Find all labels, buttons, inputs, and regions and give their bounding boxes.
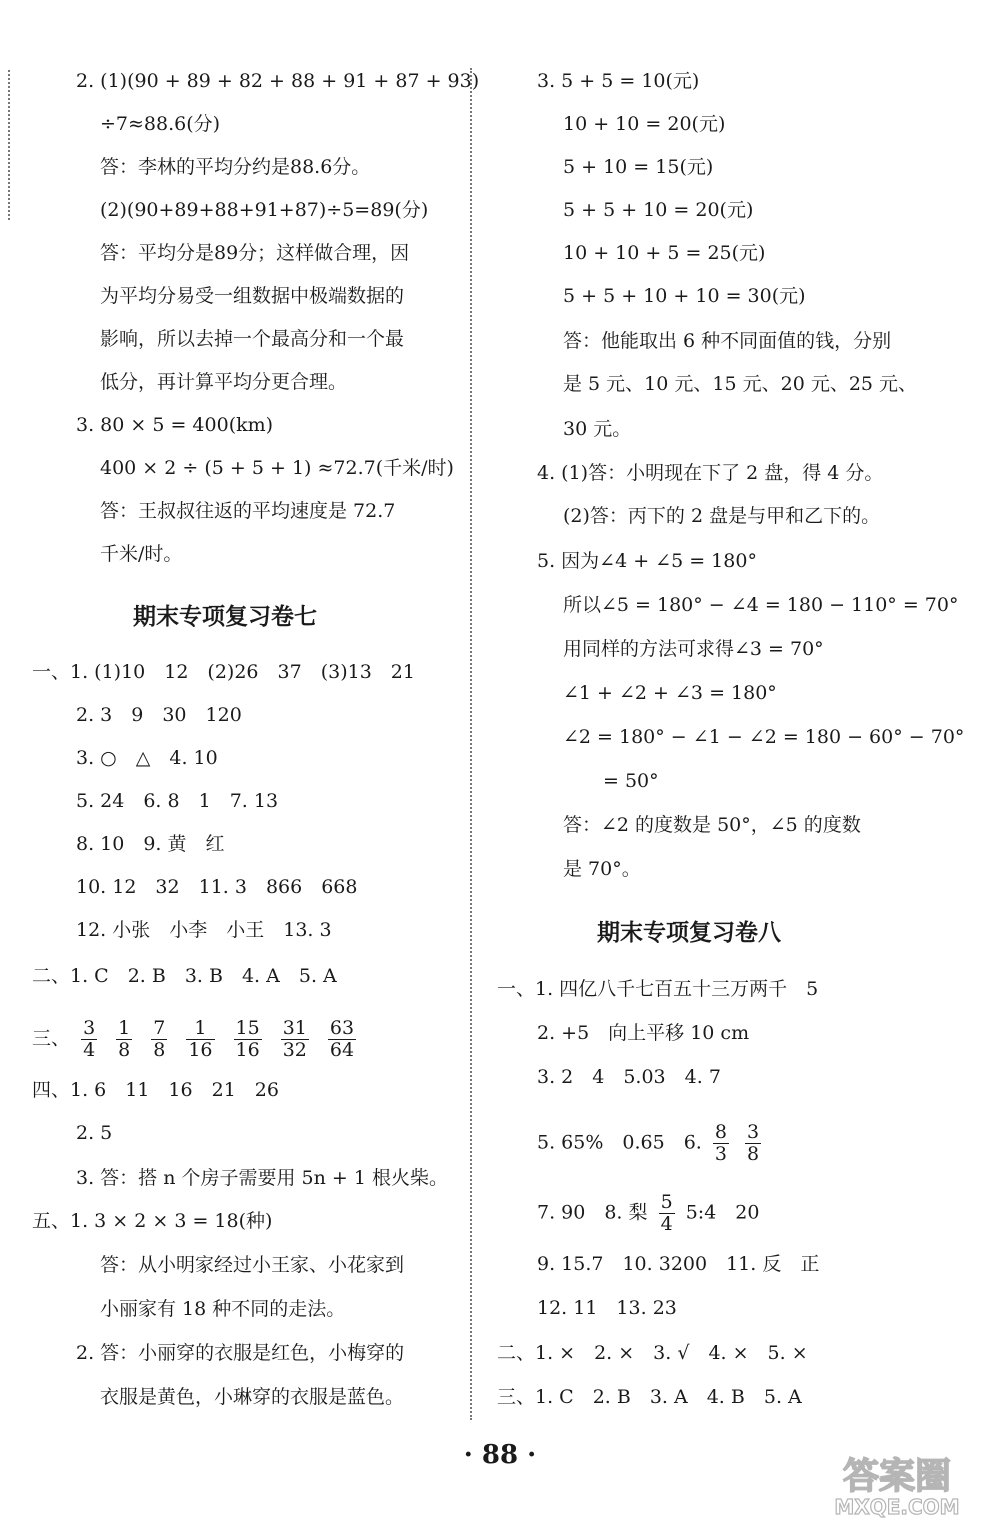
answer-line: 答：王叔叔往返的平均速度是 72.7 [100,500,396,522]
answer-line: 答：∠2 的度数是 50°，∠5 的度数 [563,814,861,836]
answer-line: 答：李林的平均分约是88.6分。 [100,156,371,178]
denominator: 16 [235,1039,260,1061]
answer-line: 低分，再计算平均分更合理。 [100,371,348,393]
answer-line: 衣服是黄色，小琳穿的衣服是蓝色。 [100,1386,405,1408]
column-divider [470,68,472,1420]
answer-line: 3. 答：搭 n 个房子需要用 5n + 1 根火柴。 [76,1167,448,1189]
answer-line: 2. 5 [76,1122,113,1144]
fraction [234,1018,262,1061]
answer-text: 5:4 20 [685,1201,760,1224]
answer-line: 是 5 元、10 元、15 元、20 元、25 元、 [563,373,918,395]
denominator: 64 [329,1039,355,1061]
answer-line: 五、1. 3 × 2 × 3 = 18(种) [32,1210,273,1232]
answer-line: 5 + 5 + 10 + 10 = 30(元) [563,285,806,307]
denominator: 4 [83,1039,96,1061]
answer-line: (2)(90+89+88+91+87)÷5=89(分) [100,199,429,221]
numerator: 3 [83,1017,96,1039]
answer-line: 10. 12 32 11. 3 866 668 [76,876,358,898]
page-number: · 88 · [463,1440,537,1470]
fraction [186,1018,214,1061]
answer-line-fractions [537,1192,759,1235]
answer-line: 5 + 5 + 10 = 20(元) [563,199,754,221]
answer-line: = 50° [603,770,659,792]
watermark-logo [822,1448,972,1520]
numerator: 1 [118,1017,131,1039]
answer-line: 用同样的方法可求得∠3 = 70° [563,638,824,660]
answer-line: 5. 因为∠4 + ∠5 = 180° [537,550,757,572]
answer-line: 二、1. C 2. B 3. B 4. A 5. A [32,965,337,987]
numerator: 5 [660,1191,673,1213]
numerator: 8 [714,1121,727,1143]
numerator: 7 [153,1017,166,1039]
answer-line: 3. 80 × 5 = 400(km) [76,414,274,436]
section-heading-7: 期末专项复习卷七 [133,604,317,630]
numerator: 63 [329,1017,355,1039]
numerator: 31 [282,1017,307,1039]
answer-line: 一、1. (1)10 12 (2)26 37 (3)13 21 [32,661,415,683]
answer-line: 3. ○ △ 4. 10 [76,747,218,769]
fraction [745,1122,761,1165]
answer-line: 30 元。 [563,418,632,440]
answer-line: (2)答：丙下的 2 盘是与甲和乙下的。 [563,505,881,527]
answer-line: 5. 24 6. 8 1 7. 13 [76,790,279,812]
answer-line: 二、1. × 2. × 3. √ 4. × 5. × [497,1342,808,1364]
answer-line: 是 70°。 [563,858,641,880]
fraction [659,1192,675,1235]
answer-line: 四、1. 6 11 16 21 26 [32,1079,279,1101]
fraction [151,1018,167,1061]
answer-line: 10 + 10 + 5 = 25(元) [563,242,766,264]
denominator: 8 [153,1039,166,1061]
fraction [116,1018,132,1061]
denominator: 8 [118,1039,131,1061]
answer-line: 三、1. C 2. B 3. A 4. B 5. A [497,1386,802,1408]
answer-line: 9. 15.7 10. 3200 11. 反 正 [537,1253,820,1275]
answer-line: 所以∠5 = 180° − ∠4 = 180 − 110° = 70° [563,594,959,616]
answer-line: 12. 11 13. 23 [537,1297,677,1319]
answer-line: 10 + 10 = 20(元) [563,113,726,135]
answer-line: 千米/时。 [100,543,183,565]
denominator: 3 [714,1143,727,1165]
answer-line: ÷7≈88.6(分) [100,113,221,135]
answer-line: 影响，所以去掉一个最高分和一个最 [100,328,405,350]
numerator: 15 [235,1017,260,1039]
fraction [281,1018,309,1061]
answer-line: ∠2 = 180° − ∠1 − ∠2 = 180 − 60° − 70° [563,726,965,748]
answer-line: 8. 10 9. 黄 红 [76,833,225,855]
answer-line: 答：从小明家经过小王家、小花家到 [100,1254,405,1276]
section-label: 三、 [32,1027,71,1050]
fraction-list [76,1017,370,1061]
answer-line: 4. (1)答：小明现在下了 2 盘，得 4 分。 [537,462,884,484]
watermark-top: 答案圈 [842,1456,952,1497]
answer-text: 7. 90 8. 梨 [537,1201,648,1224]
answer-line: 12. 小张 小李 小王 13. 3 [76,919,332,941]
answer-line: 一、1. 四亿八千七百五十三万两千 5 [497,978,819,1000]
answer-line: ∠1 + ∠2 + ∠3 = 180° [563,682,777,704]
answer-line-fractions [32,1018,370,1061]
answer-line: 5 + 10 = 15(元) [563,156,714,178]
answer-line-fractions [537,1122,766,1165]
answer-line: 为平均分易受一组数据中极端数据的 [100,285,405,307]
denominator: 16 [188,1039,213,1061]
section-heading-8: 期末专项复习卷八 [597,920,781,946]
answer-line: 答：平均分是89分；这样做合理，因 [100,242,410,264]
denominator: 32 [282,1039,307,1061]
answer-line: 2. 答：小丽穿的衣服是红色，小梅穿的 [76,1342,405,1364]
fraction [81,1018,97,1061]
answer-line: 2. 3 9 30 120 [76,704,242,726]
cut-line [8,70,10,220]
fraction [713,1122,729,1165]
answer-line: 答：他能取出 6 种不同面值的钱，分别 [563,330,892,352]
denominator: 8 [747,1143,760,1165]
numerator: 3 [747,1121,760,1143]
denominator: 4 [660,1213,673,1235]
answer-line: 3. 5 + 5 = 10(元) [537,70,700,92]
answer-text: 5. 65% 0.65 6. [537,1131,702,1154]
numerator: 1 [186,1018,214,1040]
watermark-bottom: MXQE.COM [834,1495,960,1519]
answer-line: 400 × 2 ÷ (5 + 5 + 1) ≈72.7(千米/时) [100,457,454,479]
fraction [328,1018,356,1061]
answer-line: 3. 2 4 5.03 4. 7 [537,1066,721,1088]
answer-line: 2. (1)(90 + 89 + 82 + 88 + 91 + 87 + 93) [76,70,480,92]
answer-line: 小丽家有 18 种不同的走法。 [100,1298,346,1320]
answer-line: 2. +5 向上平移 10 cm [537,1022,750,1044]
